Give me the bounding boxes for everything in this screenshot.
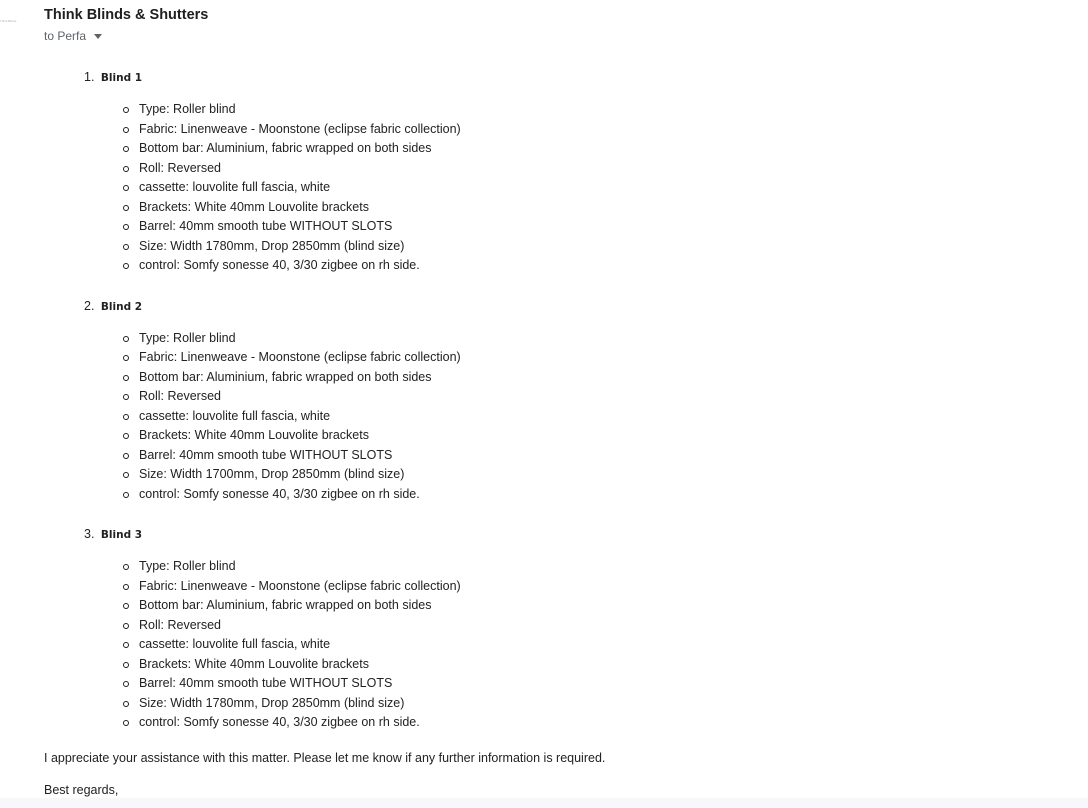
chevron-down-icon[interactable] — [91, 30, 105, 42]
signoff: Best regards, — [44, 783, 119, 797]
spec-item: Brackets: White 40mm Louvolite brackets — [123, 655, 461, 675]
spec-item: Roll: Reversed — [123, 387, 461, 407]
spec-item: Fabric: Linenweave - Moonstone (eclipse fabric collection) — [123, 120, 461, 140]
blind-heading — [84, 68, 461, 86]
recipient-line — [44, 29, 105, 43]
spec-item: cassette: louvolite full fascia, white — [123, 635, 461, 655]
spec-item: Type: Roller blind — [123, 557, 461, 577]
sender-name[interactable]: Think Blinds & Shutters — [44, 7, 209, 23]
bottom-strip — [0, 798, 1088, 808]
spec-item: control: Somfy sonesse 40, 3/30 zigbee on rh side. — [123, 485, 461, 505]
blind-number: 2. — [84, 298, 95, 313]
spec-list — [84, 100, 461, 276]
spec-item: Fabric: Linenweave - Moonstone (eclipse fabric collection) — [123, 577, 461, 597]
spec-list — [84, 557, 461, 733]
blind-heading — [84, 525, 461, 543]
avatar-logo-text: Think Blinds — [0, 19, 17, 23]
spec-item: Size: Width 1780mm, Drop 2850mm (blind size) — [123, 694, 461, 714]
sender-avatar[interactable] — [0, 14, 30, 28]
blind-section — [84, 297, 461, 505]
spec-item: Type: Roller blind — [123, 329, 461, 349]
spec-item: Size: Width 1700mm, Drop 2850mm (blind size) — [123, 465, 461, 485]
spec-item: Type: Roller blind — [123, 100, 461, 120]
spec-item: Barrel: 40mm smooth tube WITHOUT SLOTS — [123, 446, 461, 466]
blind-heading — [84, 297, 461, 315]
spec-item: Roll: Reversed — [123, 159, 461, 179]
blind-title: Blind 2 — [100, 300, 143, 313]
spec-item: Bottom bar: Aluminium, fabric wrapped on both sides — [123, 368, 461, 388]
spec-item: Brackets: White 40mm Louvolite brackets — [123, 426, 461, 446]
blind-section — [84, 525, 461, 733]
spec-item: Barrel: 40mm smooth tube WITHOUT SLOTS — [123, 674, 461, 694]
spec-item: Brackets: White 40mm Louvolite brackets — [123, 198, 461, 218]
spec-item: Barrel: 40mm smooth tube WITHOUT SLOTS — [123, 217, 461, 237]
spec-item: Fabric: Linenweave - Moonstone (eclipse fabric collection) — [123, 348, 461, 368]
spec-list — [84, 329, 461, 505]
blind-number: 3. — [84, 527, 95, 541]
blind-number: 1. — [84, 70, 95, 84]
blind-list — [84, 68, 461, 754]
spec-item: Roll: Reversed — [123, 616, 461, 636]
blind-title: Blind 3 — [100, 529, 143, 541]
blind-title: Blind 1 — [100, 72, 143, 84]
spec-item: Bottom bar: Aluminium, fabric wrapped on both sides — [123, 596, 461, 616]
closing-paragraph: I appreciate your assistance with this matter. Please let me know if any further information is required. — [44, 751, 606, 765]
spec-item: Bottom bar: Aluminium, fabric wrapped on both sides — [123, 139, 461, 159]
spec-item: cassette: louvolite full fascia, white — [123, 178, 461, 198]
spec-item: cassette: louvolite full fascia, white — [123, 407, 461, 427]
recipient-label: to Perfa — [44, 29, 87, 43]
spec-item: control: Somfy sonesse 40, 3/30 zigbee on rh side. — [123, 713, 461, 733]
spec-item: Size: Width 1780mm, Drop 2850mm (blind size) — [123, 237, 461, 257]
spec-item: control: Somfy sonesse 40, 3/30 zigbee on rh side. — [123, 256, 461, 276]
blind-section — [84, 68, 461, 276]
